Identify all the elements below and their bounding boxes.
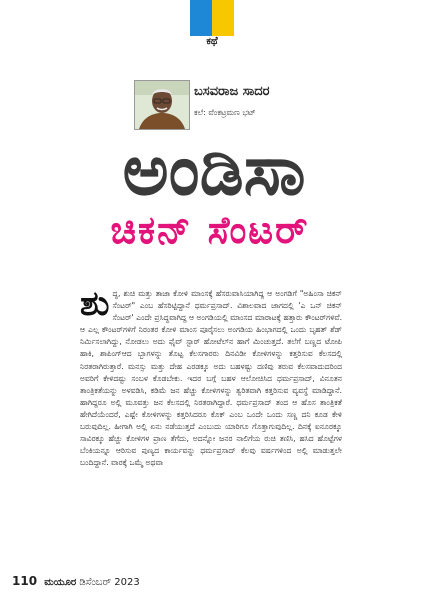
illustration-credit: ಕಲೆ: ವೆಂಕಟ್ರಮಣ ಭಟ್: [194, 108, 256, 117]
magazine-name: ಮಯೂರ: [44, 577, 77, 588]
author-name: ಬಸವರಾಜ ಸಾದರ: [194, 84, 270, 99]
section-label: ಕಥೆ: [206, 36, 218, 47]
page-footer: [12, 574, 140, 588]
section-tag: [190, 0, 234, 52]
drop-cap: ಶು: [80, 284, 110, 324]
tag-yellow-bar: [212, 0, 234, 36]
story-subtitle: ಚಿಕನ್ ಸೆಂಟರ್: [110, 208, 310, 252]
story-body: [80, 284, 342, 469]
story-title-artwork: [84, 120, 344, 212]
story-title: ಅಂಡಿಸಾ: [122, 129, 306, 211]
issue-date: ಡಿಸೆಂಬರ್ 2023: [79, 577, 140, 588]
story-paragraph: ದ್ಧ, ಶುಚಿ ಮತ್ತು ತಾಜಾ ಕೋಳಿ ಮಾಂಸಕ್ಕೆ ಹೆಸರುವಾಸಿಯಾಗಿದ್ದ ಆ ಅಂಗಡಿಗೆ "ಅಹಿಂಸಾ ಚಿಕನ್ ಸೆಂಟರ್" ಎಂಬ ಹೆಸರಿಟ್ಟಿದ್ದಾನೆ ಧರ್ಮಪ್ರಸಾದ್. ವಿಶಾಲವಾದ ಜಾಗದಲ್ಲಿ 'ಎ ಒನ್ ಚಿಕನ್ ಸೆಂಟರ್' ಎಂದೇ ಪ್ರಸಿದ್ಧವಾಗಿದ್ದ ಆ ಅಂಗಡಿಯಲ್ಲಿ ಮಾಂಸದ ಮಾರಾಟಕ್ಕೆ ಹತ್ತಾರು ಕೌಂಟರ್‌ಗಳಿವೆ. ಆ ಎಲ್ಲ ಕೌಂಟರ್‌ಗಳಿಗೆ ನಿರಂತರ ಕೋಳಿ ಮಾಂಸ ಪೂರೈಸಲು ಅಂಗಡಿಯ ಹಿಂಭಾಗದಲ್ಲಿ ಒಂದು ಬೃಹತ್ ಶೆಡ್ ನಿರ್ಮಿಸಲಾಗಿದ್ದು, ನೋಡಲು ಅದು ಫೈವ್ ಸ್ಟಾರ್ ಹೋಟೆಲ್‌ನ ಹಾಗೆ ಮಿಂಚುತ್ತದೆ. ತಲೆಗೆ ಬಣ್ಣದ ಟೋಪಿ ಹಾಕಿ, ಶಾಪಿಂಗ್‌ಆದ ಬ್ಬಾಗಳನ್ನು ತೊಟ್ಟ ಕೆಲಸಗಾರರು ದಿನವಿಡೀ ಕೋಳಿಗಳನ್ನು ಕತ್ತರಿಸುವ ಕೆಲಸದಲ್ಲಿ ನಿರತರಾಗಿರುತ್ತಾರೆ. ಮನಸ್ಸು ಮತ್ತು ದೇಹ ಎರಡಕ್ಕೂ ಅದು ಬಹಳಷ್ಟು ದಣಿವು ತರುವ ಕೆಲಸವಾದುದರಿಂದ ಅವರಿಗೆ ಕೇಳಿದಷ್ಟು ಸಂಬಳ ಕೊಡಬೇಕು. ಇದರ ಬಗ್ಗೆ ಬಹಳ ಆಲೋಚಿಸಿದ ಧರ್ಮಪ್ರಸಾದ್, ವಿನೂತನ ತಾಂತ್ರಿಕತೆಯನ್ನು ಅಳವಡಿಸಿ, ಕಡಿಮೆ ಜನ ಹೆಚ್ಚು ಕೋಳಿಗಳನ್ನು ತ್ವರಿತವಾಗಿ ಕತ್ತರಿಸುವ ವ್ಯವಸ್ಥೆ ಮಾಡಿದ್ದಾನೆ. ಹಾಗಿದ್ದರೂ ಅಲ್ಲಿ ಮೂವತ್ತು ಜನ ಕೆಲಸದಲ್ಲಿ ನಿರತರಾಗಿದ್ದಾರೆ. ಧರ್ಮಪ್ರಸಾದ್ ತಂದ ಆ ಹೊಸ ತಾಂತ್ರಿಕತೆ ಹೇಗಿದೆಯೆಂದರೆ, ಎಷ್ಟೇ ಕೋಳಿಗಳನ್ನು ಕತ್ತರಿಸಿದರೂ ಕೊಕ್ ಎಂಬ ಒಂದೇ ಒಂದು ಸಣ್ಣ ದನಿ ಕೂಡ ಕೇಳಿ ಬರುವುದಿಲ್ಲ. ಹೀಗಾಗಿ ಅಲ್ಲಿ ಏನು ನಡೆಯುತ್ತದೆ ಎಂಬುದು ಯಾರಿಗೂ ಗೊತ್ತಾಗುವುದಿಲ್ಲ. ದಿನಕ್ಕೆ ಐನೂರಕ್ಕೂ ಸಾವಿರಕ್ಕೂ ಹೆಚ್ಚು ಕೋಳಿಗಳ ಪ್ರಾಣ ತೆಗೆದು, ಅದನ್ನೋ ಜನರ ನಾಲಿಗೆಯ ರುಚಿ ತಣಿಸಿ, ಹಸಿದ ಹೊಟ್ಟೆಗಳ ಬೆಂಕಿಯನ್ನೂ ಆರಿಸುವ ಪುಣ್ಯದ ಕಾರ್ಯವನ್ನು ಧರ್ಮಪ್ರಸಾದ್ ಕೆಲವು ವರ್ಷಗಳಿಂದ ಅಲ್ಲಿ ಮಾಡುತ್ತಲೇ ಬಂದಿದ್ದಾನೆ. ವಾರಕ್ಕೆ ಒಮ್ಮೆ ಅಥವಾ: [80, 289, 342, 468]
tag-blue-bar: [190, 0, 212, 36]
page-number: 110: [12, 574, 38, 588]
